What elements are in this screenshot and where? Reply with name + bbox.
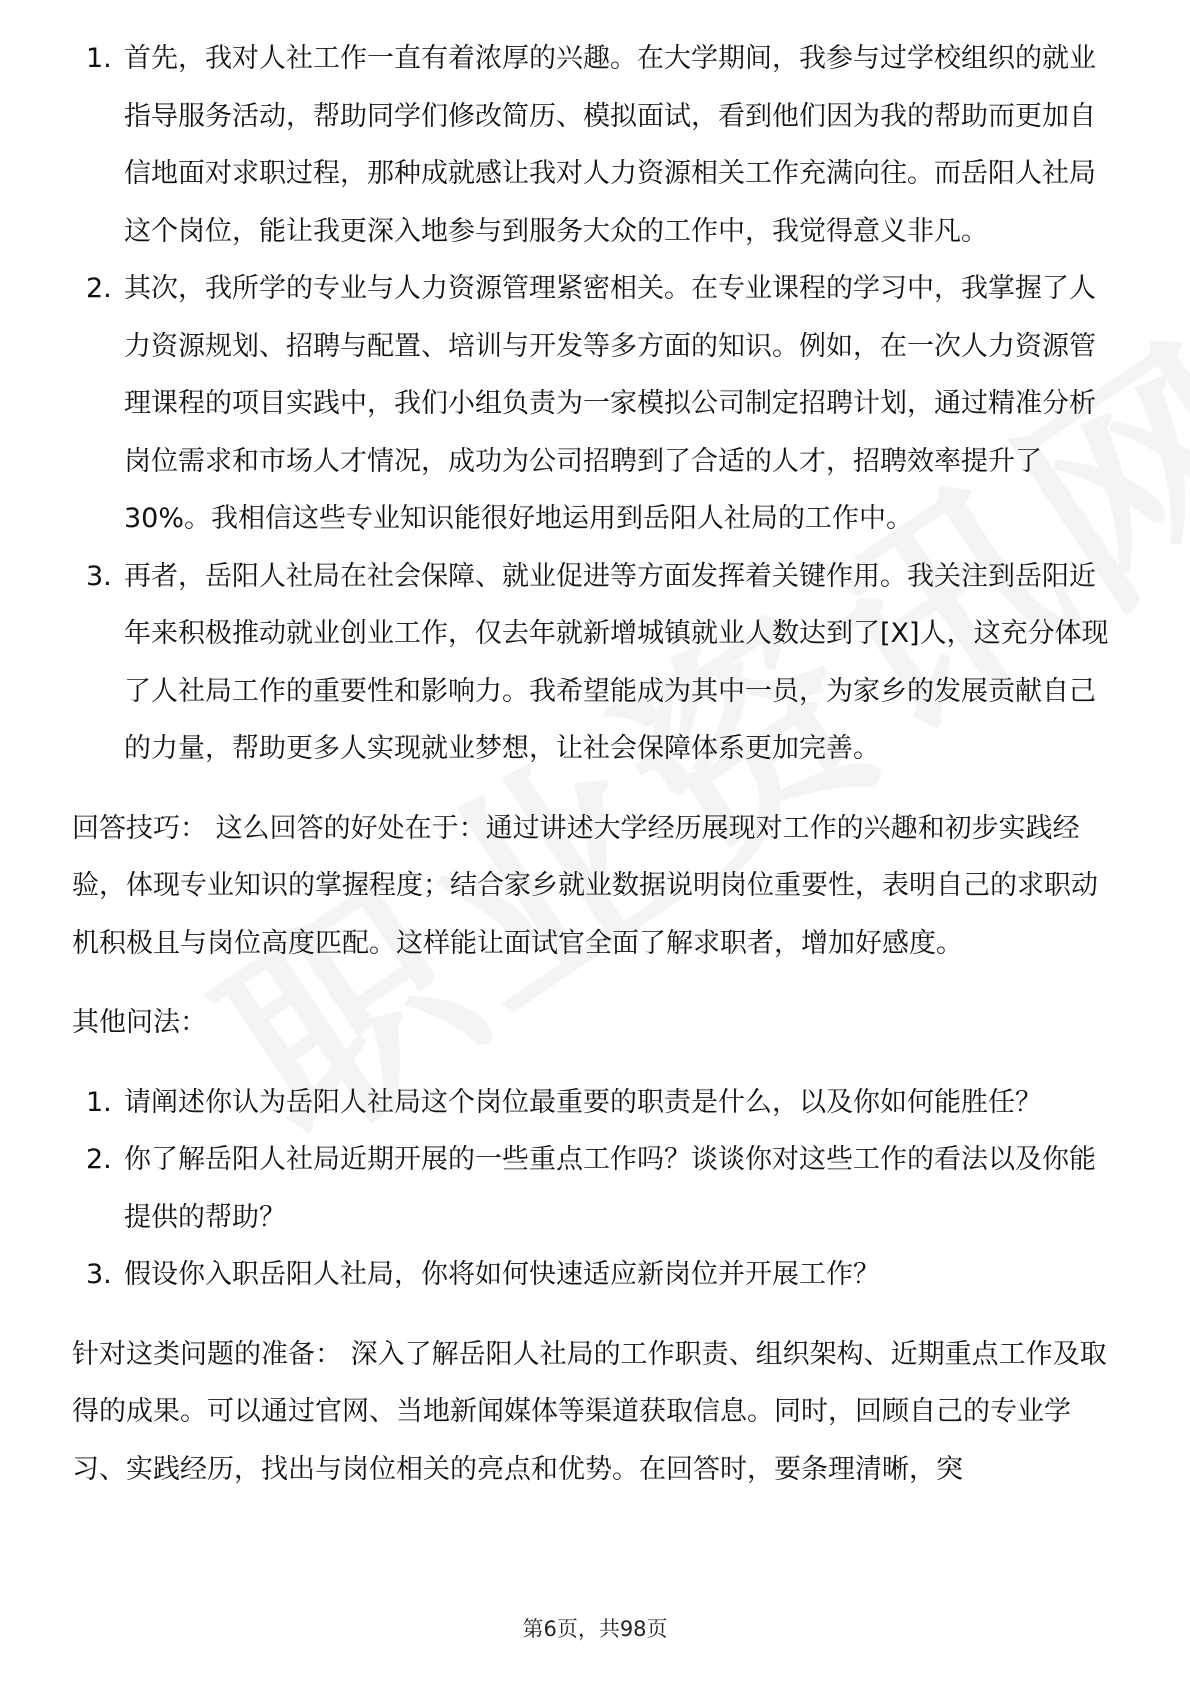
page-content <box>72 30 1122 1498</box>
list-item-text: 请阐述你认为岳阳人社局这个岗位最重要的职责是什么，以及你如何能胜任？ <box>124 1086 1042 1118</box>
list-item-text: 首先，我对人社工作一直有着浓厚的兴趣。在大学期间，我参与过学校组织的就业指导服务活动，帮助同学们修改简历、模拟面试，看到他们因为我的帮助而更加自信地面对求职过程，那种成就感让我对人力资源相关工作充满向往。而岳阳人社局这个岗位，能让我更深入地参与到服务大众的工作中，我觉得意义非凡。 <box>124 43 1096 247</box>
list-item <box>86 1246 1122 1304</box>
page-number: 第6页，共98页 <box>522 1617 668 1641</box>
list-item-text: 假设你入职岳阳人社局，你将如何快速适应新岗位并开展工作？ <box>124 1259 880 1290</box>
list-item <box>86 30 1122 260</box>
list-item <box>86 260 1122 548</box>
list-item-text: 再者，岳阳人社局在社会保障、就业促进等方面发挥着关键作用。我关注到岳阳近年来积极推动就业创业工作，仅去年就新增城镇就业人数达到了[X]人，这充分体现了人社局工作的重要性和影响力。我希望能成为其中一员，为家乡的发展贡献自己的力量，帮助更多人实现就业梦想，让社会保障体系更加完善。 <box>124 560 1109 764</box>
list-item-number: 3. <box>86 560 112 592</box>
answer-list <box>72 30 1122 778</box>
list-item-number: 3. <box>86 1259 112 1290</box>
other-questions-list <box>72 1074 1122 1304</box>
list-item-text: 你了解岳阳人社局近期开展的一些重点工作吗？谈谈你对这些工作的看法以及你能提供的帮助？ <box>124 1144 1096 1233</box>
other-questions-heading: 其他问法： <box>72 1007 207 1038</box>
list-item <box>86 548 1122 778</box>
list-item-number: 1. <box>86 1086 112 1118</box>
preparation-paragraph: 针对这类问题的准备： 深入了解岳阳人社局的工作职责、组织架构、近期重点工作及取得的成果。可以通过官网、当地新闻媒体等渠道获取信息。同时，回顾自己的专业学习、实践经历，找出与岗位相关的亮点和优势。在回答时，要条理清晰，突 <box>72 1338 1107 1485</box>
list-item-number: 2. <box>86 273 112 304</box>
list-item <box>86 1131 1122 1246</box>
list-item-number: 1. <box>86 43 112 74</box>
list-item-text: 其次，我所学的专业与人力资源管理紧密相关。在专业课程的学习中，我掌握了人力资源规划、招聘与配置、培训与开发等多方面的知识。例如，在一次人力资源管理课程的项目实践中，我们小组负责为一家模拟公司制定招聘计划，通过精准分析岗位需求和市场人才情况，成功为公司招聘到了合适的人才，招聘效率提升了 30%。我相信这些专业知识能很好地运用到岳阳人社局的工作中。 <box>124 273 1096 534</box>
list-item-number: 2. <box>86 1144 112 1175</box>
answer-tips: 回答技巧： 这么回答的好处在于：通过讲述大学经历展现对工作的兴趣和初步实践经验，体现专业知识的掌握程度；结合家乡就业数据说明岗位重要性，表明自己的求职动机积极且与岗位高度匹配。这样能让面试官全面了解求职者，增加好感度。 <box>72 812 1098 959</box>
list-item <box>86 1074 1122 1132</box>
